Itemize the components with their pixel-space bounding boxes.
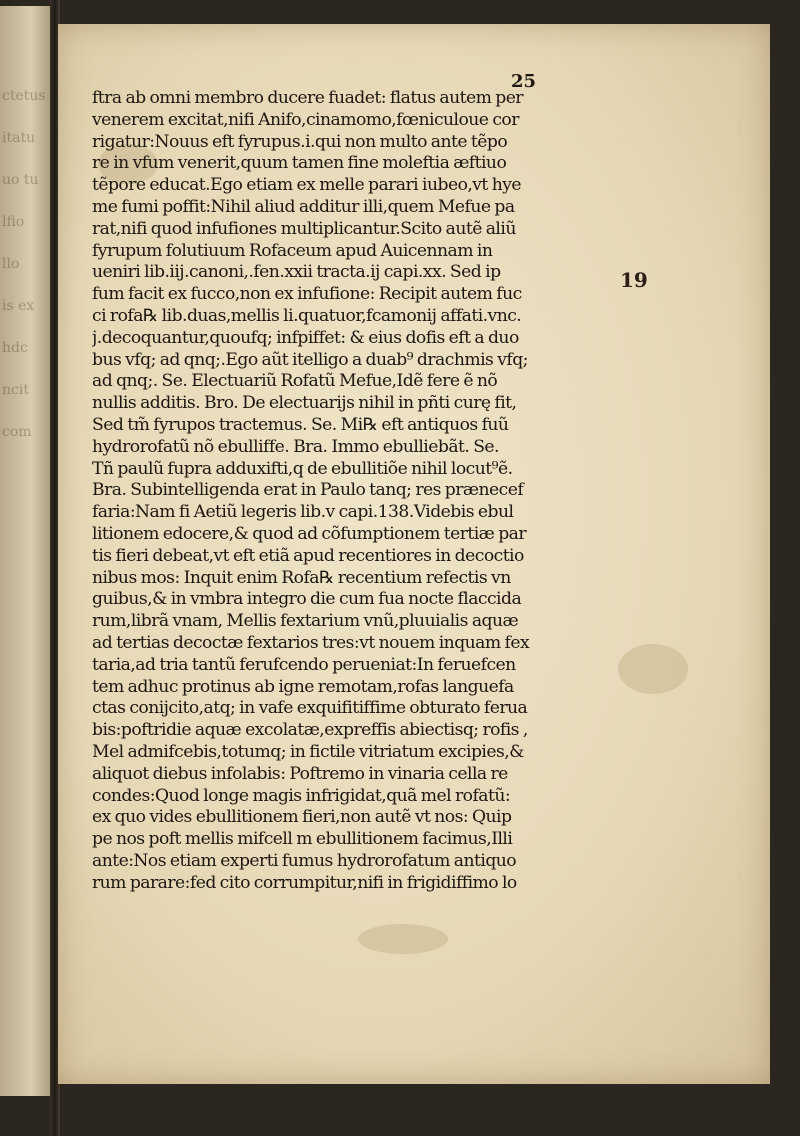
text-line: me fumi poffit:Nihil aliud additur illi,quem Mefue pa [92,196,515,217]
text-line: ctas conijcito,atq; in vafe exquifitiffime obturato ferua [92,698,528,719]
text-line: ci rofa℞ lib.duas,mellis li.quatuor,fcamonij affati.vnc. [92,305,522,326]
text-line: Tñ paulũ fupra adduxifti,q de ebullitiõe nihil locut⁹ẽ. [92,458,513,479]
text-line: taria,ad tria tantũ ferufcendo perueniat:In feruefcen [92,654,516,675]
text-line: ex quo vides ebullitionem fieri,non autẽ vt nos: Quip [92,807,512,828]
left-page-fragments: ctetus itatu uo tu lfio llo is ex hdc ncit com [2,88,46,440]
text-line: ueniri lib.iij.canoni,.fen.xxii tracta.ij capi.xx. Sed ip [92,262,501,283]
text-line: bus vfq; ad qnq;.Ego aũt itelligo a duab⁹ drachmis vfq; [92,349,528,370]
text-line: Sed tm̃ fyrupos tractemus. Se. Mi℞ eft antiquos fuũ [92,414,509,435]
text-line: bis:poftridie aquæ excolatæ,expreffis abiectisq; rofis , [92,720,528,741]
text-line: Bra. Subintelligenda erat in Paulo tanq; res prænecef [92,480,524,501]
text-line: tis fieri debeat,vt eft etiã apud recentiores in decoctio [92,545,524,566]
text-line: tem adhuc protinus ab igne remotam,rofas languefa [92,676,514,697]
text-line: hydrorofatũ nõ ebulliffe. Bra. Immo ebulliebãt. Se. [92,436,499,457]
text-line: fyrupum folutiuum Rofaceum apud Auicennam in [92,240,493,261]
text-line: venerem excitat,nifi Anifo,cinamomo,fœniculoue cor [92,109,519,130]
text-line: rat,nifi quod infufiones multiplicantur.Scito autẽ aliũ [92,218,516,239]
text-line: litionem edocere,& quod ad cõfumptionem tertiæ par [92,523,527,544]
page-number: 25 [511,71,537,92]
marginal-mark: 19 [620,268,648,292]
text-line: tẽpore educat.Ego etiam ex melle parari iubeo,vt hye [92,175,522,196]
text-line: aliquot diebus infolabis: Poftremo in vinaria cella re [92,763,508,784]
text-line: fum facit ex fucco,non ex infufione: Recipit autem fuc [92,284,522,305]
text-line: ad tertias decoctæ fextarios tres:vt nouem inquam fex [92,632,530,653]
body-text [92,88,598,894]
text-line: ante:Nos etiam experti fumus hydrorofatum antiquo [92,850,517,871]
text-line: ftra ab omni membro ducere fuadet: flatus autem per [92,88,523,108]
text-line: nullis additis. Bro. De electuarijs nihil in pñti curę fit, [92,393,517,414]
text-line: j.decoquantur,quoufq; infpiffet: & eius dofis eft a duo [92,327,519,348]
text-line: condes:Quod longe magis infrigidat,quã mel rofatũ: [92,785,511,806]
text-line: rum parare:fed cito corrumpitur,nifi in frigidiffimo lo [92,872,517,893]
text-line: pe nos poft mellis mifcell m ebullitionem facimus,Illi [92,829,513,850]
left-page-edge [0,6,52,1096]
text-line: Mel admifcebis,totumq; in fictile vitriatum excipies,& [92,741,524,762]
text-line: rigatur:Nouus eft fyrupus.i.qui non multo ante tẽpo [92,131,508,152]
text-line: nibus mos: Inquit enim Rofa℞ recentium refectis vn [92,567,511,588]
text-line: guibus,& in vmbra integro die cum fua nocte flaccida [92,589,522,610]
text-line: faria:Nam fi Aetiũ legeris lib.v capi.138.Videbis ebul [92,502,514,523]
text-line: ad qnq;. Se. Electuariũ Rofatũ Mefue,Idẽ fere ẽ nõ [92,371,498,392]
text-line: re in vfum venerit,quum tamen fine moleftia æftiuo [92,153,507,174]
text-line: rum,librã vnam, Mellis fextarium vnũ,pluuialis aquæ [92,611,519,632]
